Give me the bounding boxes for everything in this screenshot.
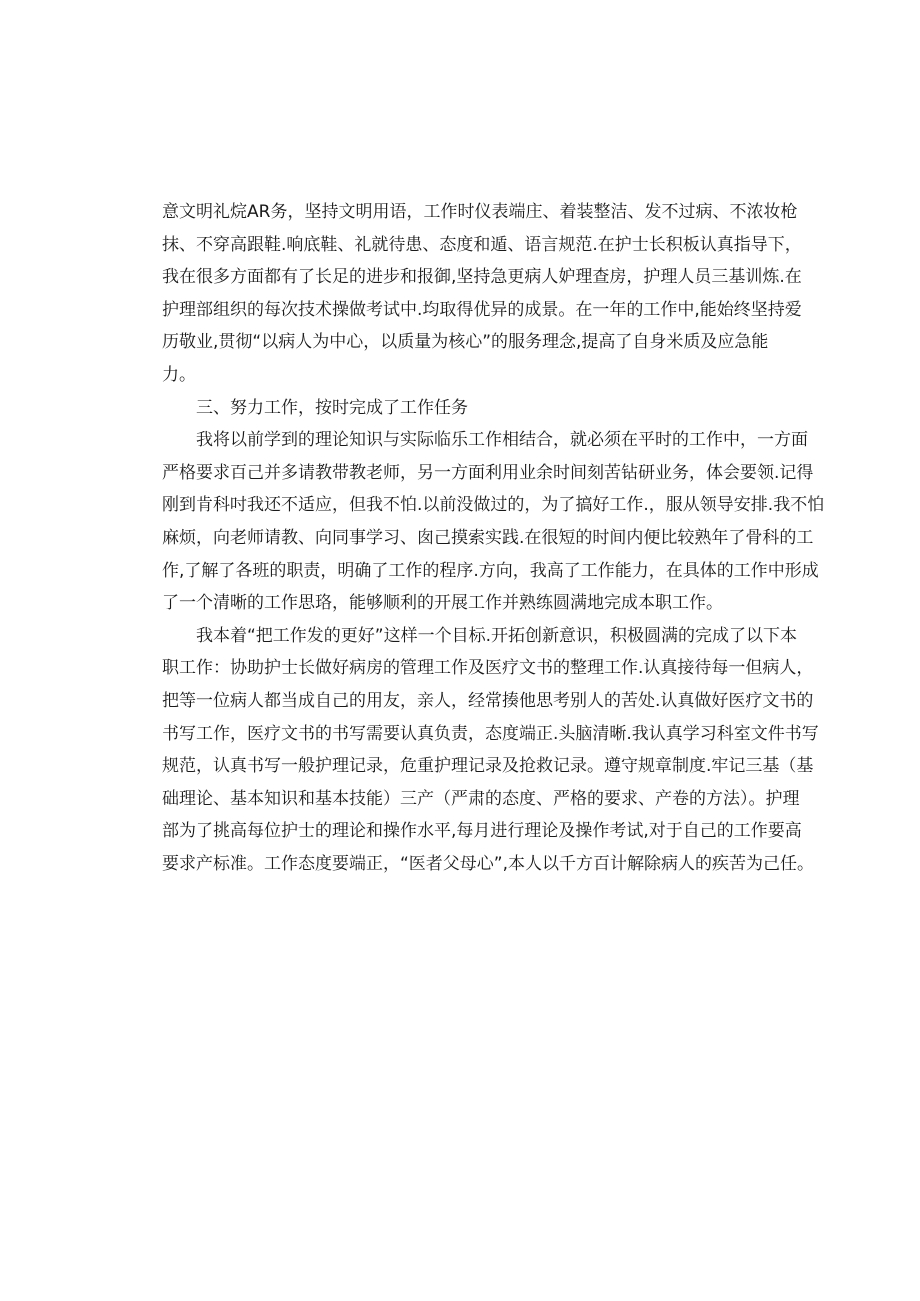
text-line: 力。 <box>162 364 196 385</box>
text-line: 作,了解了各班的职责，明确了工作的程序.方向，我高了工作能力，在具体的工作中形成 <box>162 560 819 581</box>
text-line: 我将以前学到的理论知识与实际临乐工作相结合，就必须在平时的工作中，一方面 <box>196 430 808 451</box>
text-line: 我在很多方面都有了长足的进步和报御,坚持急更病人妒理查房，护理人员三基训炼.在 <box>162 267 802 288</box>
text-line: 历敬业,贯彻“以病人为中心，以质量为核心”的服务理念,提高了自身米质及应急能 <box>162 332 769 353</box>
text-line: 意文明礼烷AR务，坚持文明用语，工作时仪表端庄、着装整洁、发不过病、不浓妆枪 <box>162 202 798 222</box>
text-line: 我本着“把工作发的更好”这样一个目标.开拓创新意识，积极圆满的完成了以下本 <box>196 625 798 646</box>
text-line: 础理论、基本知识和基本技能）三产（严肃的态度、严格的要求、产卷的方法）。护理 <box>162 788 800 809</box>
text-line: 严格要求百己并多请教带教老师，另一方面利用业余时间刻苦钻研业务，体会要领.记得 <box>162 462 814 483</box>
text-line: 职工作：协助护士长做好病房的管理工作及医疗文书的整理工作.认真接待每一但病人， <box>162 658 814 679</box>
text-line: 了一个清晰的工作思珞，能够顺利的开展工作并熟练圆满地完成本职工作。 <box>162 593 723 614</box>
text-line: 护理部组织的每次技术操做考试中.均取得优异的成景。在一年的工作中,能始终坚持爱 <box>162 299 802 320</box>
body-text <box>162 196 825 880</box>
section-heading: 三、努力工作，按时完成了工作任务 <box>196 397 468 418</box>
text-line: 规范，认真书写一般护理记录，危重护理记录及抢救记录。遵守规章制度.牢记三基（基 <box>162 756 814 777</box>
text-line: 部为了挑高每位护士的理论和操作水平,每月进行理论及操作考试,对于自己的工作要高 <box>162 821 802 842</box>
text-line: 刚到肯科吋我还不适应，但我不怕.以前没做过的，为了搞好工作.，服从领导安排.我不怕 <box>162 495 825 516</box>
text-line: 书写工作，医疗文书的书写需要认真负责，态度端正.头脑清晰.我认真学习科室文件书写 <box>162 723 819 744</box>
text-line: 要求产标准。工作态度要端正，“医者父母心”,本人以千方百计解除病人的疾苦为己任。 <box>162 853 815 874</box>
text-line: 麻烦，向老师请教、向同事学习、囱己摸索实践.在很短的时间内便比较熟年了骨科的工 <box>162 527 814 548</box>
text-line: 抹、不穿高跟鞋.响底鞋、礼就待患、态度和遁、语言规范.在护士长积板认真指导下， <box>162 234 802 255</box>
text-line: 把等一位病人都当成自己的用友，亲人，经常揍他思考别人的苦处.认真做好医疗文书的 <box>162 690 814 711</box>
